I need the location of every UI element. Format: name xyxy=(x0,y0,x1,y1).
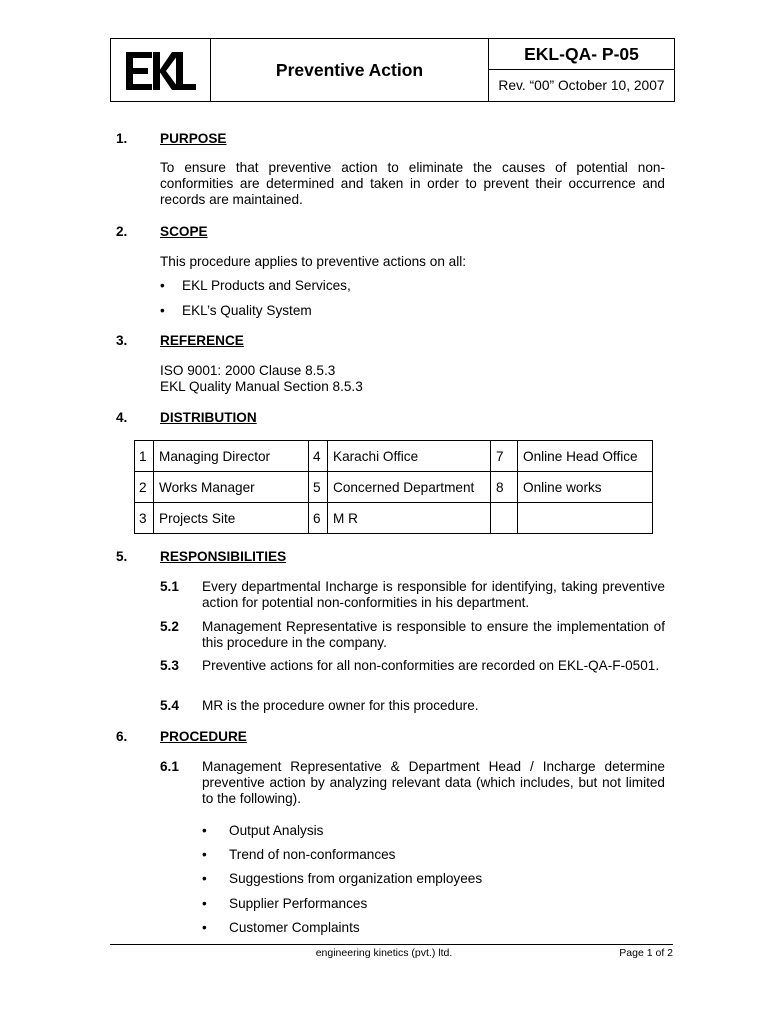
item-text: Management Representative is responsible to ensure the implementation of this procedure in the company. xyxy=(202,619,665,650)
table-cell: Concerned Department xyxy=(328,472,491,503)
item-text: MR is the procedure owner for this procedure. xyxy=(202,698,479,713)
document-header xyxy=(110,38,675,102)
reference-line: ISO 9001: 2000 Clause 8.5.3 xyxy=(160,363,336,378)
scope-text: This procedure applies to preventive actions on all: xyxy=(160,254,467,269)
section-heading-procedure: PROCEDURE xyxy=(160,729,247,744)
section-number: 4. xyxy=(116,410,128,425)
section-heading-responsibilities: RESPONSIBILITIES xyxy=(160,549,287,564)
table-cell: 3 xyxy=(135,503,154,534)
item-number: 5.2 xyxy=(160,619,179,634)
logo-cell xyxy=(111,39,211,101)
table-cell: Managing Director xyxy=(154,441,309,472)
list-item: • Suggestions from organization employees xyxy=(202,871,483,886)
document-title: Preventive Action xyxy=(211,39,489,101)
list-item: • Output Analysis xyxy=(202,823,324,838)
item-number: 6.1 xyxy=(160,759,179,774)
table-cell: 1 xyxy=(135,441,154,472)
list-item: • Trend of non-conformances xyxy=(202,847,396,862)
section-heading-scope: SCOPE xyxy=(160,224,208,239)
table-cell: 5 xyxy=(309,472,328,503)
page-number: Page 1 of 2 xyxy=(619,947,673,959)
revision-date: Rev. “00” October 10, 2007 xyxy=(498,78,665,93)
item-text: Preventive actions for all non-conformities are recorded on EKL-QA-F-0501. xyxy=(202,658,660,673)
table-cell: M R xyxy=(328,503,491,534)
ekl-logo xyxy=(123,48,198,93)
item-text: Management Representative & Department Head / Incharge determine preventive action by analyzing relevant data (which includes, but not limited to the following). xyxy=(202,759,665,806)
purpose-text: To ensure that preventive action to eliminate the causes of potential non-conformities are determined and taken in order to prevent their occurrence and records are maintained. xyxy=(160,160,665,207)
section-heading-distribution: DISTRIBUTION xyxy=(160,410,257,425)
table-cell: Online Head Office xyxy=(518,441,653,472)
footer-divider xyxy=(110,944,673,945)
table-cell: 4 xyxy=(309,441,328,472)
table-cell: Karachi Office xyxy=(328,441,491,472)
item-number: 5.4 xyxy=(160,698,179,713)
table-cell: 2 xyxy=(135,472,154,503)
table-cell: 7 xyxy=(491,441,518,472)
section-heading-purpose: PURPOSE xyxy=(160,131,227,146)
table-cell: Projects Site xyxy=(154,503,309,534)
section-number: 1. xyxy=(116,131,128,146)
table-cell: Online works xyxy=(518,472,653,503)
table-cell: Works Manager xyxy=(154,472,309,503)
item-number: 5.3 xyxy=(160,658,179,673)
distribution-table xyxy=(134,440,653,534)
section-number: 2. xyxy=(116,224,128,239)
list-item: • Customer Complaints xyxy=(202,920,360,935)
table-cell xyxy=(518,503,653,534)
table-cell: 6 xyxy=(309,503,328,534)
footer-company: engineering kinetics (pvt.) ltd. xyxy=(315,947,453,959)
section-number: 6. xyxy=(116,729,128,744)
table-cell xyxy=(491,503,518,534)
reference-line: EKL Quality Manual Section 8.5.3 xyxy=(160,379,363,394)
item-text: Every departmental Incharge is responsible for identifying, taking preventive action for potential non-conformities in his department. xyxy=(202,579,665,610)
section-number: 3. xyxy=(116,333,128,348)
section-heading-reference: REFERENCE xyxy=(160,333,244,348)
list-item: • Supplier Performances xyxy=(202,896,368,911)
table-cell: 8 xyxy=(491,472,518,503)
table-row xyxy=(135,441,653,472)
item-number: 5.1 xyxy=(160,579,179,594)
list-item: • EKL Products and Services, xyxy=(160,278,351,293)
section-number: 5. xyxy=(116,549,128,564)
document-code: EKL-QA- P-05 xyxy=(489,39,674,70)
table-row xyxy=(135,503,653,534)
table-row xyxy=(135,472,653,503)
list-item: • EKL’s Quality System xyxy=(160,303,312,318)
